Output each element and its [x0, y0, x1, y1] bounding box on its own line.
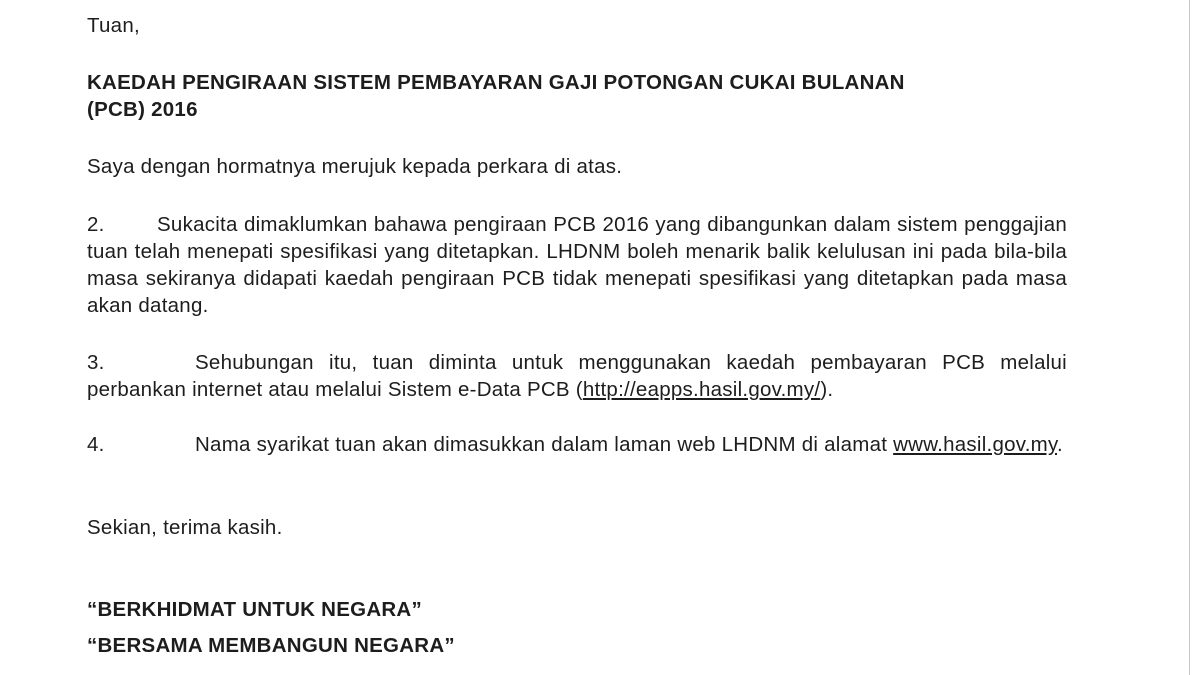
- page-edge-divider: [1189, 0, 1190, 675]
- paragraph-2-number: 2.: [87, 213, 105, 236]
- paragraph-4: [87, 431, 1067, 458]
- paragraph-4-number: 4.: [87, 433, 105, 456]
- paragraph-4-text: Nama syarikat tuan akan dimasukkan dalam laman web LHDNM di alamat: [195, 433, 894, 456]
- paragraph-3: [87, 349, 1067, 403]
- subject-line-2: (PCB) 2016: [87, 98, 198, 121]
- motto-line-1: “BERKHIDMAT UNTUK NEGARA”: [87, 598, 422, 621]
- paragraph-3-text: Sehubungan itu, tuan diminta untuk menggunakan kaedah pembayaran PCB melalui perbankan internet atau melalui Sistem e-Data PCB (: [87, 351, 1067, 401]
- eapps-link[interactable]: http://eapps.hasil.gov.my/: [582, 378, 821, 401]
- salutation: Tuan,: [87, 14, 140, 37]
- hasil-website-link[interactable]: www.hasil.gov.my: [893, 433, 1057, 456]
- paragraph-2-text: Sukacita dimaklumkan bahawa pengiraan PCB 2016 yang dibangunkan dalam sistem penggajian tuan telah menepati spesifikasi yang ditetapkan. LHDNM boleh menarik balik kelulusan ini pada bila-bila masa sekiranya didapati kaedah pengiraan PCB tidak menepati spesifikasi yang ditetapkan pada masa akan datang.: [87, 213, 1067, 317]
- motto-line-2: “BERSAMA MEMBANGUN NEGARA”: [87, 634, 455, 657]
- paragraph-2: [87, 211, 1067, 319]
- closing-line: Sekian, terima kasih.: [87, 516, 283, 539]
- paragraph-4-text-end: .: [1056, 433, 1063, 456]
- paragraph-3-text-end: ).: [820, 378, 834, 401]
- subject-heading: [87, 69, 1067, 123]
- intro-paragraph: Saya dengan hormatnya merujuk kepada perkara di atas.: [87, 155, 623, 178]
- paragraph-3-number: 3.: [87, 351, 105, 374]
- subject-line-1: KAEDAH PENGIRAAN SISTEM PEMBAYARAN GAJI POTONGAN CUKAI BULANAN: [87, 71, 905, 94]
